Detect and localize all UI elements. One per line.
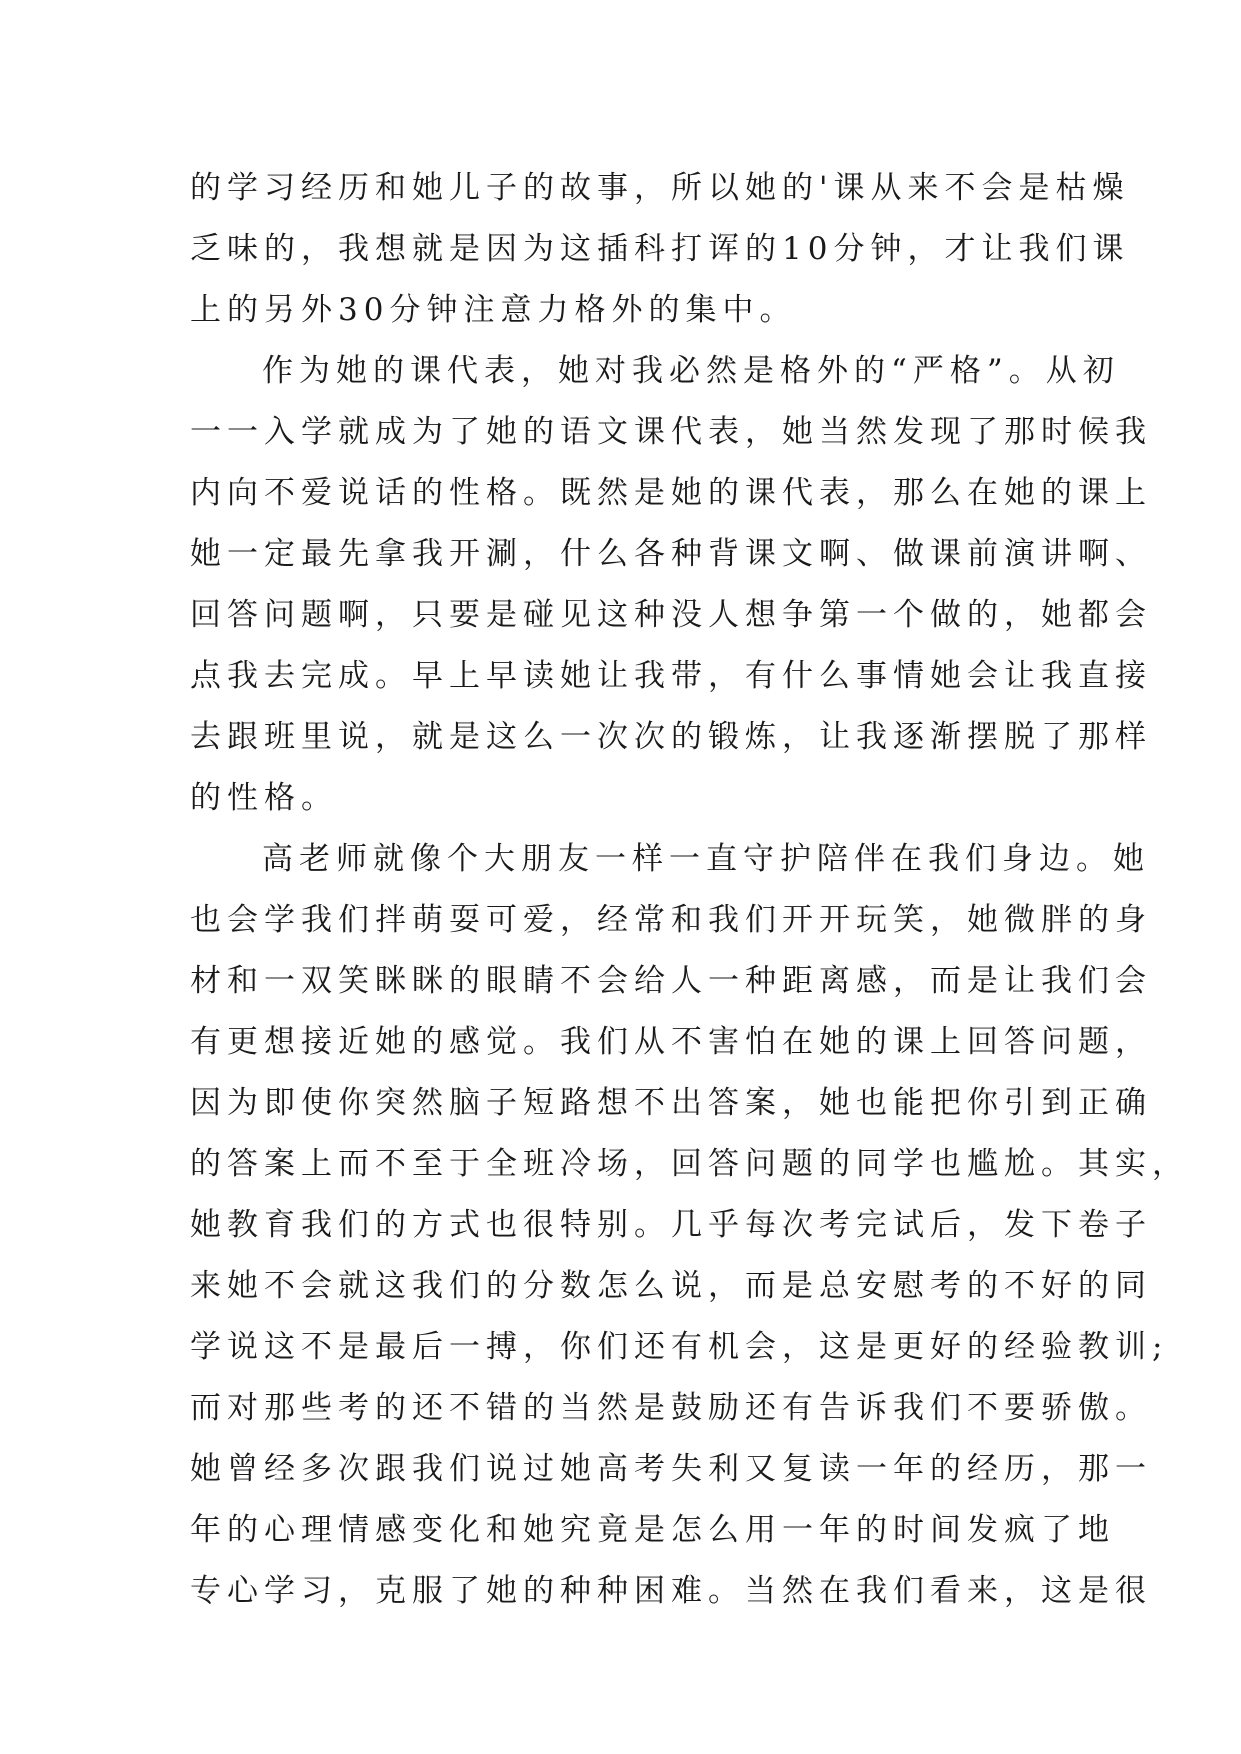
- text-line: 材和一双笑眯眯的眼睛不会给人一种距离感，而是让我们会: [190, 963, 1152, 999]
- text-line: 来她不会就这我们的分数怎么说，而是总安慰考的不好的同: [190, 1268, 1152, 1304]
- text-line: 的答案上而不至于全班冷场，回答问题的同学也尴尬。其实，: [190, 1146, 1189, 1182]
- paragraph-1: [190, 158, 1130, 341]
- text-line: 内向不爱说话的性格。既然是她的课代表，那么在她的课上: [190, 475, 1152, 511]
- text-line: 的学习经历和她儿子的故事，所以她的'课从来不会是枯燥: [190, 170, 1130, 206]
- text-line: 作为她的课代表，她对我必然是格外的“严格”。从初: [262, 353, 1120, 389]
- text-line: 点我去完成。早上早读她让我带，有什么事情她会让我直接: [190, 658, 1152, 694]
- text-line: 专心学习，克服了她的种种困难。当然在我们看来，这是很: [190, 1573, 1152, 1609]
- text-line: 她曾经多次跟我们说过她高考失利又复读一年的经历，那一: [190, 1451, 1152, 1487]
- text-line: 乏味的，我想就是因为这插科打诨的10分钟，才让我们课: [190, 231, 1130, 267]
- text-line: 因为即使你突然脑子短路想不出答案，她也能把你引到正确: [190, 1085, 1152, 1121]
- text-line: 的性格。: [190, 780, 338, 816]
- text-line: 上的另外30分钟注意力格外的集中。: [190, 292, 797, 328]
- paragraph-2: [190, 341, 1152, 829]
- text-line: 年的心理情感变化和她究竟是怎么用一年的时间发疯了地: [190, 1512, 1115, 1548]
- document-body: [190, 158, 1189, 1622]
- text-line: 她一定最先拿我开涮，什么各种背课文啊、做课前演讲啊、: [190, 536, 1152, 572]
- text-line: 而对那些考的还不错的当然是鼓励还有告诉我们不要骄傲。: [190, 1390, 1152, 1426]
- text-line: 也会学我们拌萌耍可爱，经常和我们开开玩笑，她微胖的身: [190, 902, 1152, 938]
- text-line: 高老师就像个大朋友一样一直守护陪伴在我们身边。她: [262, 841, 1150, 877]
- paragraph-3: [190, 829, 1189, 1622]
- text-line: 有更想接近她的感觉。我们从不害怕在她的课上回答问题，: [190, 1024, 1152, 1060]
- text-line: 学说这不是最后一搏，你们还有机会，这是更好的经验教训;: [190, 1329, 1169, 1365]
- text-line: 去跟班里说，就是这么一次次的锻炼，让我逐渐摆脱了那样: [190, 719, 1152, 755]
- text-line: 回答问题啊，只要是碰见这种没人想争第一个做的，她都会: [190, 597, 1152, 633]
- text-line: 一一入学就成为了她的语文课代表，她当然发现了那时候我: [190, 414, 1152, 450]
- text-line: 她教育我们的方式也很特别。几乎每次考完试后，发下卷子: [190, 1207, 1152, 1243]
